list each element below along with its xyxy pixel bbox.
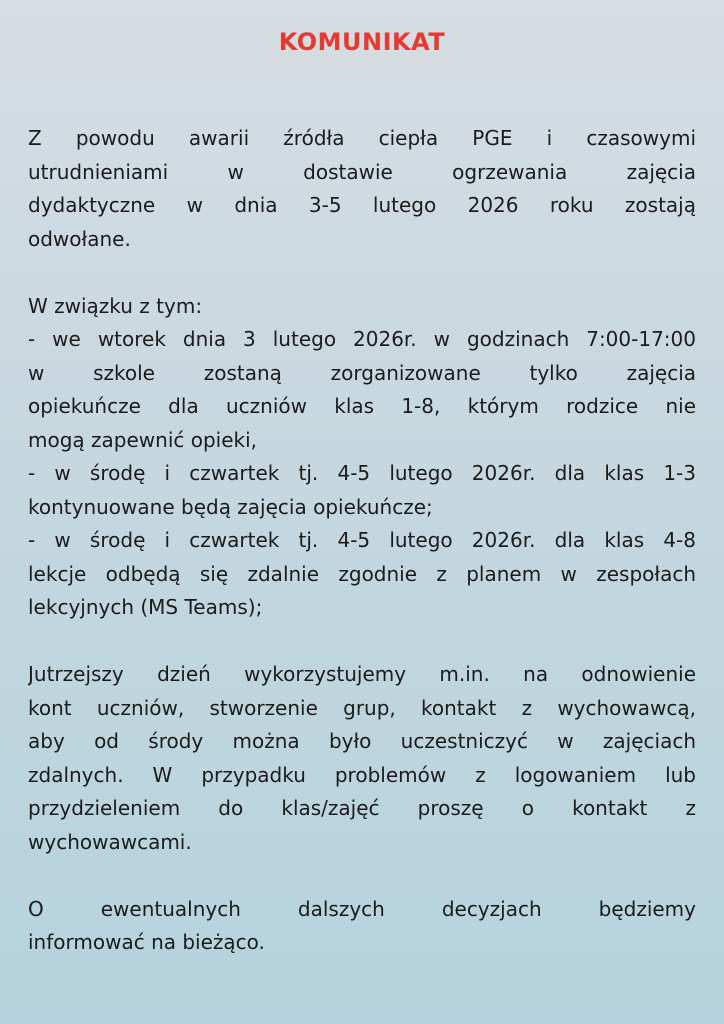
- announcement-title: KOMUNIKAT: [278, 28, 446, 56]
- text-line: - w środę i czwartek tj. 4-5 lutego 2026r. dla klas 1-3: [28, 461, 696, 485]
- text-line: Jutrzejszy dzień wykorzystujemy m.in. na odnowienie: [28, 662, 696, 686]
- text-line: kontynuowane będą zajęcia opiekuńcze;: [28, 494, 433, 519]
- paragraph-cancellation: [28, 122, 696, 256]
- text-line: informować na bieżąco.: [28, 930, 265, 954]
- text-line: utrudnieniami w dostawie ogrzewania zajęcia: [28, 159, 696, 184]
- text-line: mogą zapewnić opieki,: [28, 427, 258, 452]
- text-line: dydaktyczne w dnia 3-5 lutego 2026 roku zostają: [28, 193, 696, 217]
- text-line: kont uczniów, stworzenie grup, kontakt z wychowawcą,: [28, 695, 696, 720]
- text-line: aby od środy można było uczestniczyć w zajęciach: [28, 729, 696, 753]
- paragraph-further-info: [28, 893, 696, 960]
- text-line: - we wtorek dnia 3 lutego 2026r. w godzinach 7:00-17:00: [28, 327, 696, 351]
- text-line: - w środę i czwartek tj. 4-5 lutego 2026r. dla klas 4-8: [28, 528, 696, 552]
- text-line: O ewentualnych dalszych decyzjach będziemy: [28, 896, 696, 921]
- text-line: odwołane.: [28, 226, 131, 251]
- announcement-body: [28, 122, 696, 960]
- text-line: lekcyjnych (MS Teams);: [28, 595, 263, 619]
- paragraph-remote-learning: [28, 658, 696, 859]
- text-line: opiekuńcze dla uczniów klas 1-8, którym rodzice nie: [28, 394, 696, 418]
- text-line: w szkole zostaną zorganizowane tylko zajęcia: [28, 360, 696, 385]
- text-line: Z powodu awarii źródła ciepła PGE i czasowymi: [28, 126, 696, 150]
- paragraph-spacer: [28, 256, 696, 290]
- paragraph-spacer: [28, 625, 696, 659]
- text-line: W związku z tym:: [28, 293, 203, 318]
- paragraph-schedule: [28, 290, 696, 625]
- text-line: zdalnych. W przypadku problemów z logowaniem lub: [28, 762, 696, 787]
- text-line: wychowawcami.: [28, 829, 192, 854]
- text-line: przydzieleniem do klas/zajęć proszę o kontakt z: [28, 796, 696, 820]
- text-line: lekcje odbędą się zdalnie zgodnie z planem w zespołach: [28, 561, 696, 586]
- paragraph-spacer: [28, 859, 696, 893]
